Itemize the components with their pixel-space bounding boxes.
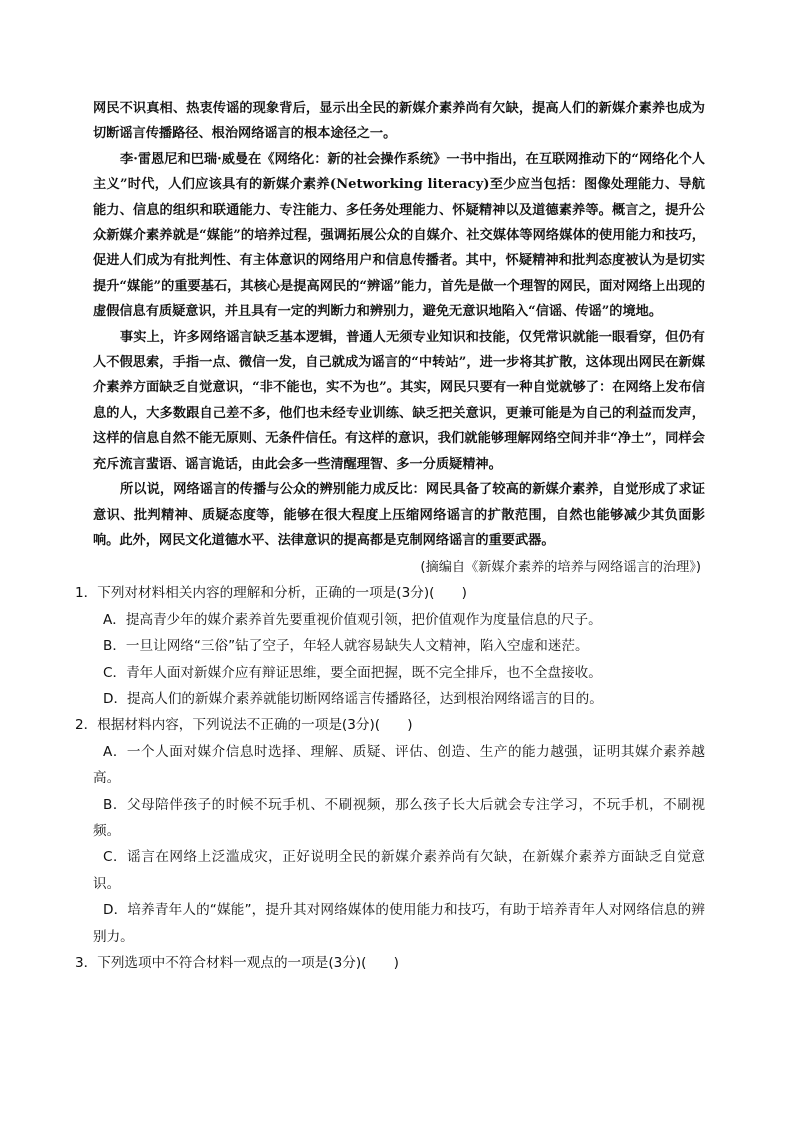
passage-paragraph: 事实上，许多网络谣言缺乏基本逻辑，普通人无须专业知识和技能，仅凭常识就能一眼看穿，但仍有人不假思索，手指一点、微信一发，自己就成为谣言的“中转站”，进一步将其扩散，这体现出网民在新媒介素养方面缺乏自觉意识，“非不能也，实不为也”。其实，网民只要有一种自觉就够了：在网络上发布信息的人，大多数跟自己差不多，他们也未经专业训练、缺乏把关意识，更兼可能是为自己的利益而发声，这样的信息自然不能无原则、无条件信任。有这样的意识，我们就能够理解网络空间并非“净土”，同样会充斥流言蜚语、谣言诡话，由此会多一些清醒理智、多一分质疑精神。	[93, 329, 705, 472]
question-option: B．父母陪伴孩子的时候不玩手机、不刷视频，那么孩子长大后就会专注学习，不玩手机，不刷视频。	[93, 796, 705, 839]
question-option: A．提高青少年的媒介素养首先要重视价值观引领，把价值观作为度量信息的尺子。	[103, 611, 602, 628]
passage-paragraph: 网民不识真相、热衷传谣的现象背后，显示出全民的新媒介素养尚有欠缺，提高人们的新媒介素养也成为切断谣言传播路径、根治网络谣言的根本途径之一。	[93, 101, 705, 142]
passage-paragraph: 李·雷恩尼和巴瑞·威曼在《网络化：新的社会操作系统》一书中指出，在互联网推动下的“网络化个人主义”时代，人们应该具有的新媒介素养(Networking literacy)至少应当包括：图像处理能力、导航能力、信息的组织和联通能力、专注能力、多任务处理能力、怀疑精神以及道德素养等。概言之，提升公众新媒介素养就是“媒能”的培养过程，强调拓展公众的自媒介、社交媒体等网络媒体的使用能力和技巧，促进人们成为有批判性、有主体意识的网络用户和信息传播者。其中，怀疑精神和批判态度被认为是切实提升“媒能”的重要基石，其核心是提高网民的“辨谣”能力，首先是做一个理智的网民，面对网络上出现的虚假信息有质疑意识，并且具有一定的判断力和辨别力，避免无意识地陷入“信谣、传谣”的境地。	[93, 151, 705, 320]
question-stem: 3．下列选项中不符合材料一观点的一项是(3分)( )	[75, 955, 399, 971]
question-option: C．谣言在网络上泛滥成灾，正好说明全民的新媒介素养尚有欠缺，在新媒介素养方面缺乏自觉意识。	[93, 849, 705, 892]
question-option: A．一个人面对媒介信息时选择、理解、质疑、评估、创造、生产的能力越强，证明其媒介素养越高。	[93, 743, 705, 787]
question-stem: 1．下列对材料相关内容的理解和分析，正确的一项是(3分)( )	[75, 585, 467, 602]
question-option: D．提高人们的新媒介素养就能切断网络谣言传播路径，达到根治网络谣言的目的。	[103, 690, 603, 707]
question-stem: 2．根据材料内容，下列说法不正确的一项是(3分)( )	[75, 717, 413, 734]
passage-paragraph: 所以说，网络谣言的传播与公众的辨别能力成反比：网民具备了较高的新媒介素养，自觉形成了求证意识、批判精神、质疑态度等，能够在很大程度上压缩网络谣言的扩散范围，自然也能够减少其负面影响。此外，网民文化道德水平、法律意识的提高都是克制网络谣言的重要武器。	[93, 482, 705, 548]
question-option: B．一旦让网络“三俗”钻了空子，年轻人就容易缺失人文精神，陷入空虚和迷茫。	[103, 638, 589, 655]
question-option: D．培养青年人的“媒能”，提升其对网络媒体的使用能力和技巧，有助于培养青年人对网络信息的辨别力。	[93, 902, 705, 945]
document-page	[75, 96, 705, 976]
question-option: C．青年人面对新媒介应有辩证思维，要全面把握，既不完全排斥，也不全盘接收。	[103, 664, 602, 681]
passage-source: (摘编自《新媒介素养的培养与网络谣言的治理》)	[420, 560, 701, 576]
